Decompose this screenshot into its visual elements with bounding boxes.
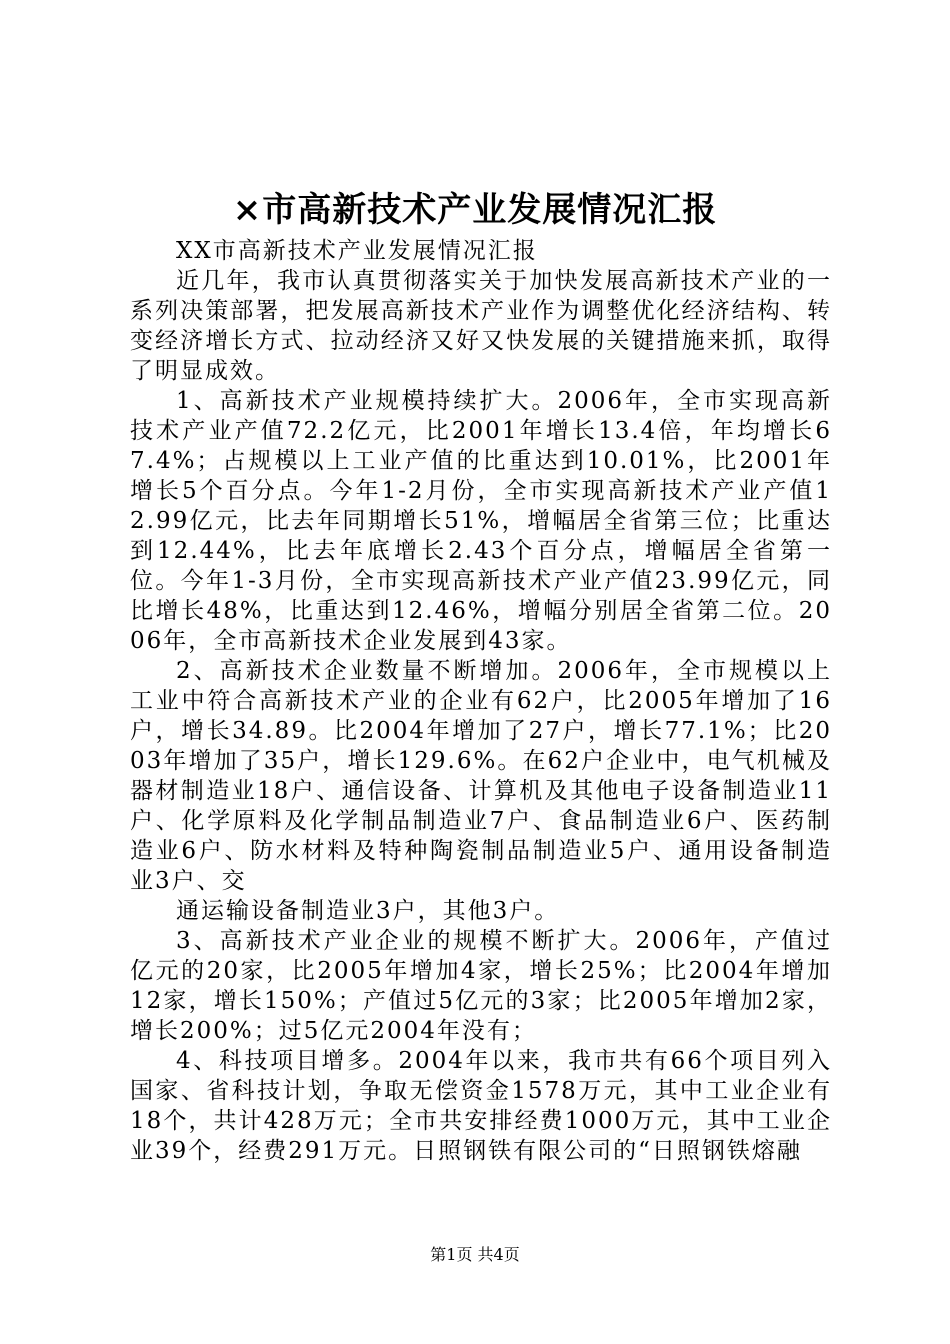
document-title: ×市高新技术产业发展情况汇报 [232, 190, 718, 230]
paragraph-section-2-continued: 通运输设备制造业3户，其他3户。 [176, 898, 560, 924]
paragraph-intro: 近几年，我市认真贯彻落实关于加快发展高新技术产业的一系列决策部署，把发展高新技术产业作为调整优化经济结构、转变经济增长方式、拉动经济又好又快发展的关键措施来抓，取得了明显成效。 [130, 268, 832, 384]
document-body [130, 236, 832, 1166]
paragraph-section-3: 3、高新技术产业企业的规模不断扩大。2006年，产值过亿元的20家，比2005年增加4家，增长25%；比2004年增加12家，增长150%；产值过5亿元的3家；比2005年增加2家，增长200%；过5亿元2004年没有； [130, 928, 832, 1044]
page-number-footer: 第1页 共4页 [430, 1245, 520, 1264]
paragraph-section-1: 1、高新技术产业规模持续扩大。2006年，全市实现高新技术产业产值72.2亿元，比2001年增长13.4倍，年均增长67.4%；占规模以上工业产值的比重达到10.01%，比2001年增长5个百分点。今年1-2月份，全市实现高新技术产业产值12.99亿元，比去年同期增长51%，增幅居全省第三位；比重达到12.44%，比去年底增长2.43个百分点，增幅居全省第一位。今年1-3月份，全市实现高新技术产业产值23.99亿元，同比增长48%，比重达到12.46%，增幅分别居全省第二位。2006年，全市高新技术企业发展到43家。 [130, 388, 832, 654]
paragraph-section-2: 2、高新技术企业数量不断增加。2006年，全市规模以上工业中符合高新技术产业的企业有62户，比2005年增加了16户，增长34.89。比2004年增加了27户，增长77.1%；比2003年增加了35户，增长129.6%。在62户企业中，电气机械及器材制造业18户、通信设备、计算机及其他电子设备制造业11户、化学原料及化学制品制造业7户、食品制造业6户、医药制造业6户、防水材料及特种陶瓷制品制造业5户、通用设备制造业3户、交 [130, 658, 832, 894]
paragraph-subtitle: XX市高新技术产业发展情况汇报 [176, 238, 538, 264]
paragraph-section-4: 4、科技项目增多。2004年以来，我市共有66个项目列入国家、省科技计划，争取无偿资金1578万元，其中工业企业有18个，共计428万元；全市共安排经费1000万元，其中工业企业39个，经费291万元。日照钢铁有限公司的“日照钢铁熔融 [130, 1048, 832, 1164]
